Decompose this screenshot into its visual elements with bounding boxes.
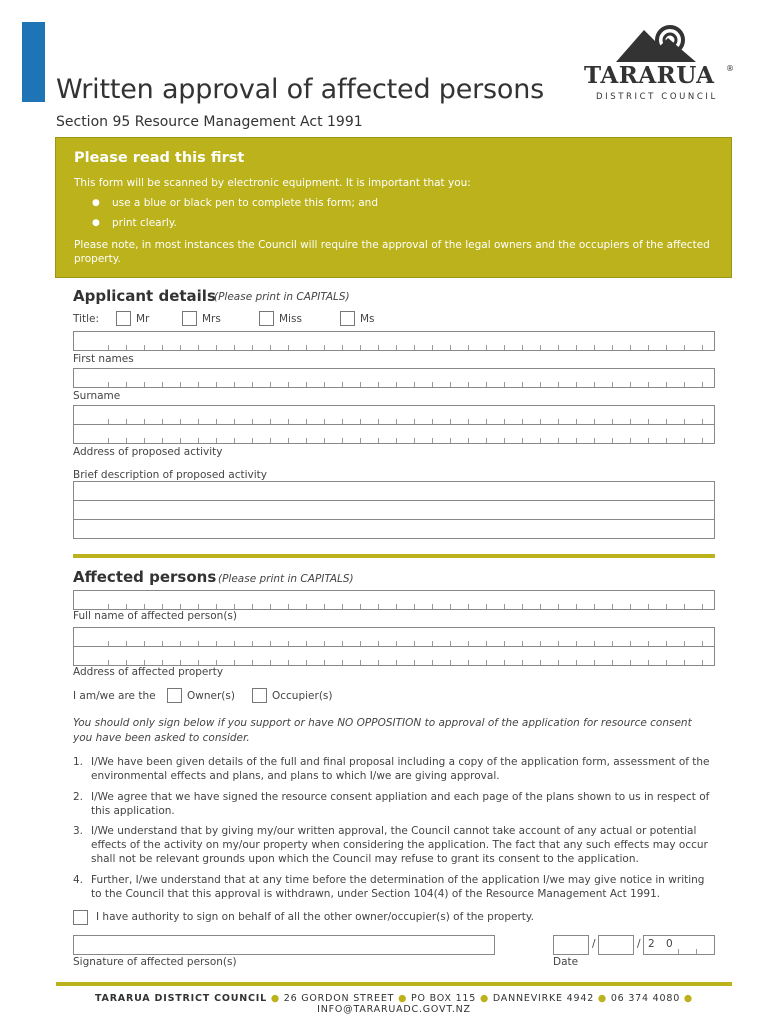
affected-address-line-1[interactable] bbox=[73, 627, 715, 647]
statement-number: 4. bbox=[73, 874, 84, 886]
footer-address: 26 GORDON STREET bbox=[283, 993, 395, 1004]
bullet-icon: ● bbox=[92, 198, 100, 208]
footer-contact bbox=[56, 993, 732, 1015]
footer-town: DANNEVIRKE 4942 bbox=[492, 993, 595, 1004]
authority-checkbox[interactable] bbox=[73, 910, 88, 925]
footer-email[interactable]: INFO@TARARUADC.GOVT.NZ bbox=[317, 1004, 471, 1015]
activity-description-line-3[interactable] bbox=[73, 519, 715, 539]
affected-heading: Affected persons bbox=[73, 568, 217, 586]
owner-label: Owner(s) bbox=[187, 690, 235, 702]
title-mr-checkbox[interactable] bbox=[116, 311, 131, 326]
signature-label: Signature of affected person(s) bbox=[73, 956, 237, 968]
statement-number: 1. bbox=[73, 756, 84, 768]
signature-input[interactable] bbox=[73, 935, 495, 955]
affected-full-name-input[interactable] bbox=[73, 590, 715, 610]
date-year-input[interactable] bbox=[643, 935, 715, 955]
notice-heading: Please read this first bbox=[74, 150, 245, 166]
mountain-logo-icon bbox=[584, 22, 734, 64]
activity-address-label: Address of proposed activity bbox=[73, 446, 223, 458]
first-names-input[interactable] bbox=[73, 331, 715, 351]
authority-label: I have authority to sign on behalf of all the other owner/occupier(s) of the property. bbox=[96, 911, 534, 923]
footer-po-box: PO BOX 115 bbox=[411, 993, 477, 1004]
title-ms-label: Ms bbox=[360, 313, 375, 325]
page-subtitle: Section 95 Resource Management Act 1991 bbox=[56, 114, 363, 130]
applicant-heading: Applicant details bbox=[73, 287, 216, 305]
section-divider bbox=[73, 554, 715, 558]
footer-dot-icon: ● bbox=[270, 993, 280, 1004]
affected-address-line-2[interactable] bbox=[73, 646, 715, 666]
accent-bar bbox=[22, 22, 45, 102]
first-names-label: First names bbox=[73, 353, 134, 365]
statement-text: I/We understand that by giving my/our written approval, the Council cannot take account of any actual or potential effects of the activity on my/our property when considering the application. The fact that any such effects may occur shall not be relevant grounds upon which the Council may refuse to grant its consent to the application. bbox=[91, 825, 708, 865]
date-day-input[interactable] bbox=[553, 935, 589, 955]
notice-intro: This form will be scanned by electronic equipment. It is important that you: bbox=[74, 177, 471, 189]
surname-input[interactable] bbox=[73, 368, 715, 388]
title-ms-checkbox[interactable] bbox=[340, 311, 355, 326]
date-separator: / bbox=[592, 938, 596, 950]
statement-text: I/We have been given details of the full and final proposal including a copy of the application form, assessment of the environmental effects and plans, and plans to which I/we are giving approval. bbox=[91, 756, 710, 782]
applicant-capitals-note: (Please print in CAPITALS) bbox=[214, 291, 350, 303]
owner-checkbox[interactable] bbox=[167, 688, 182, 703]
footer-rule bbox=[56, 982, 732, 986]
footer-org: TARARUA DISTRICT COUNCIL bbox=[95, 993, 267, 1004]
date-label: Date bbox=[553, 956, 579, 968]
surname-label: Surname bbox=[73, 390, 121, 402]
role-label: I am/we are the bbox=[73, 690, 156, 702]
date-separator: / bbox=[637, 938, 641, 950]
statement-number: 3. bbox=[73, 825, 84, 837]
bullet-icon: ● bbox=[92, 218, 100, 228]
title-miss-label: Miss bbox=[279, 313, 302, 325]
occupier-checkbox[interactable] bbox=[252, 688, 267, 703]
title-mrs-label: Mrs bbox=[202, 313, 221, 325]
title-mrs-checkbox[interactable] bbox=[182, 311, 197, 326]
footer-phone: 06 374 4080 bbox=[610, 993, 681, 1004]
occupier-label: Occupier(s) bbox=[272, 690, 333, 702]
affected-capitals-note: (Please print in CAPITALS) bbox=[218, 573, 354, 585]
logo-wordmark: TARARUA bbox=[584, 62, 715, 89]
sign-note: You should only sign below if you support or have NO OPPOSITION to approval of the application for resource consent you have been asked to consider. bbox=[73, 717, 692, 744]
council-logo bbox=[584, 22, 734, 104]
date-month-input[interactable] bbox=[598, 935, 634, 955]
statement-text: I/We agree that we have signed the resource consent appliation and each page of the plans shown to us in respect of this application. bbox=[91, 791, 710, 817]
notice-bullet: print clearly. bbox=[112, 217, 177, 229]
activity-description-label: Brief description of proposed activity bbox=[73, 469, 268, 481]
footer-dot-icon: ● bbox=[398, 993, 408, 1004]
year-digit: 2 bbox=[648, 938, 655, 950]
year-digit: 0 bbox=[666, 938, 673, 950]
activity-address-line-1[interactable] bbox=[73, 405, 715, 425]
title-label: Title: bbox=[73, 313, 100, 325]
title-miss-checkbox[interactable] bbox=[259, 311, 274, 326]
registered-mark: ® bbox=[726, 64, 734, 73]
activity-address-line-2[interactable] bbox=[73, 424, 715, 444]
footer-dot-icon: ● bbox=[479, 993, 490, 1004]
affected-full-name-label: Full name of affected person(s) bbox=[73, 610, 238, 622]
logo-subtitle: DISTRICT COUNCIL bbox=[596, 92, 718, 102]
page-title: Written approval of affected persons bbox=[56, 74, 544, 105]
notice-note: Please note, in most instances the Council will require the approval of the legal owners and the occupiers of the affected property. bbox=[74, 239, 710, 265]
activity-description-line-1[interactable] bbox=[73, 481, 715, 501]
footer-dot-icon: ● bbox=[597, 993, 607, 1004]
notice-box bbox=[55, 137, 732, 278]
notice-bullet: use a blue or black pen to complete this form; and bbox=[112, 197, 379, 209]
affected-address-label: Address of affected property bbox=[73, 666, 224, 678]
activity-description-line-2[interactable] bbox=[73, 500, 715, 520]
title-mr-label: Mr bbox=[136, 313, 150, 325]
footer-dot-icon: ● bbox=[683, 993, 693, 1004]
statement-text: Further, I/we understand that at any time before the determination of the application I/we may give notice in writing to the Council that this approval is withdrawn, under Section 104(4) of the Resource Management Act 1991. bbox=[91, 874, 705, 900]
statement-number: 2. bbox=[73, 791, 84, 803]
